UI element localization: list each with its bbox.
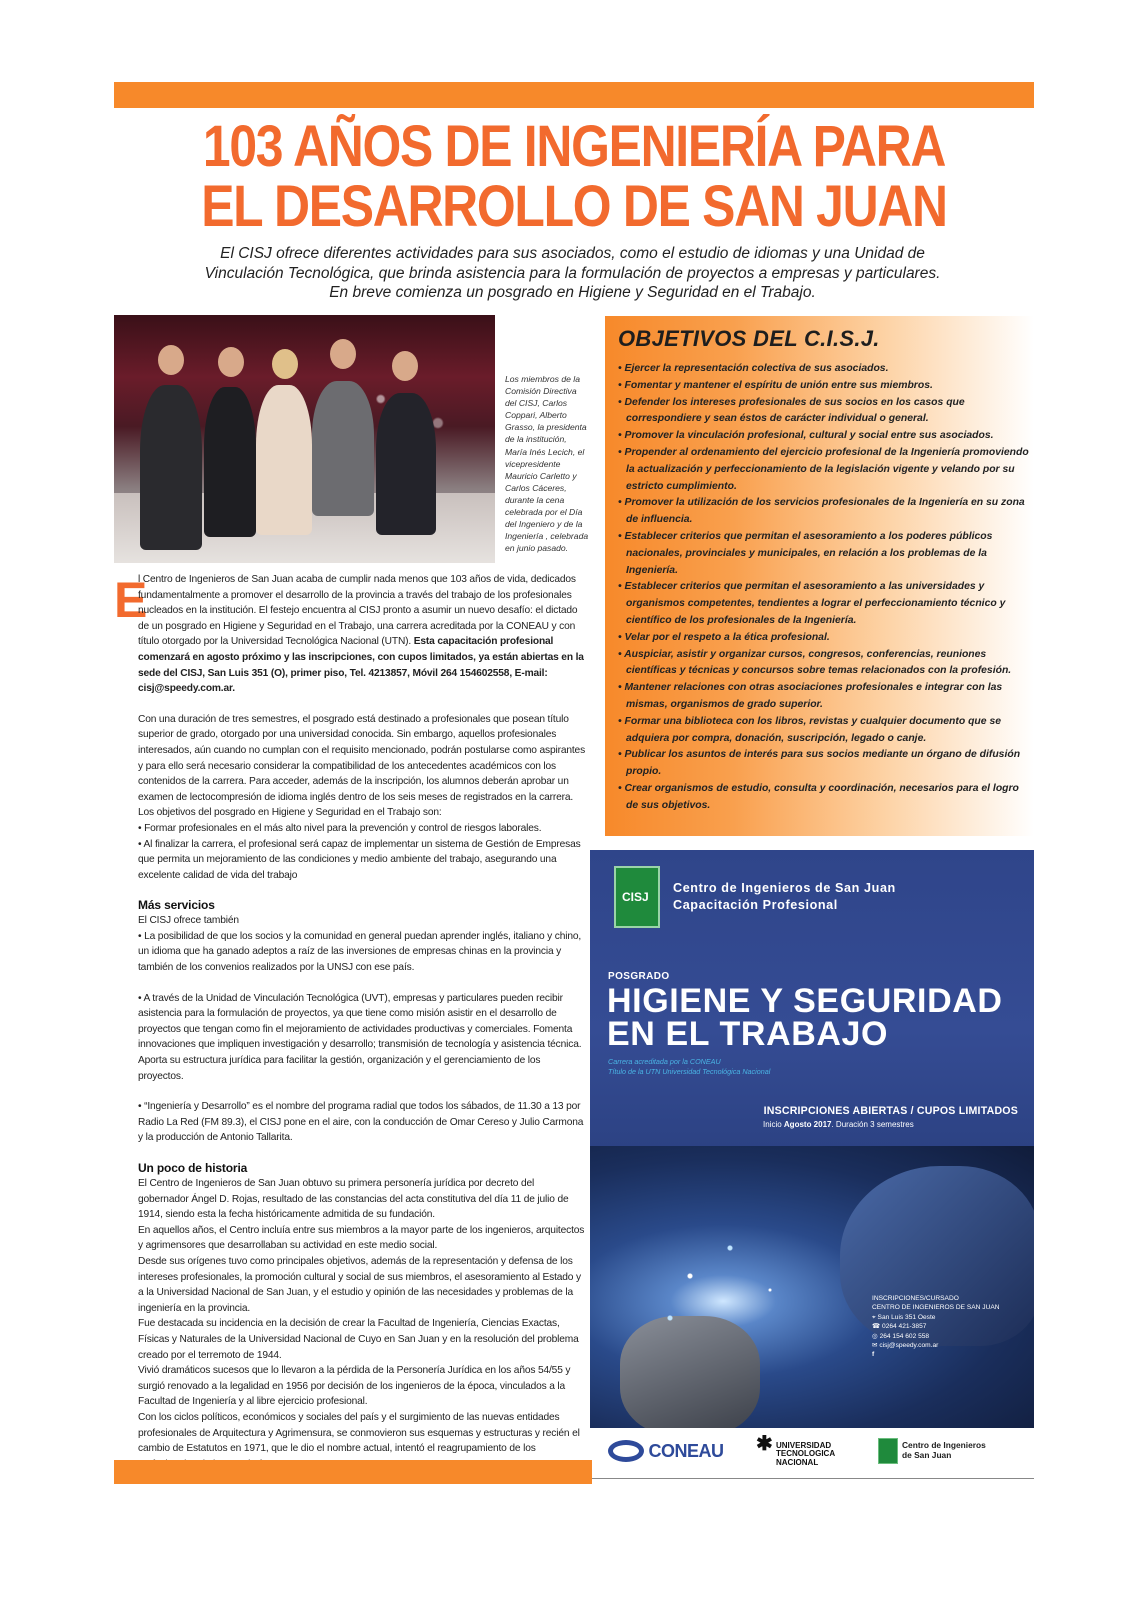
map-pin-icon: ⌖ <box>872 1313 878 1321</box>
ad-course-title <box>607 982 1003 1053</box>
objective-item: • Establecer criterios que permitan el asesoramiento a los poderes públicos nacionales, provinciales y municipales, en relación a los problemas de la Ingeniería. <box>618 529 1030 579</box>
objective-item: • Defender los intereses profesionales de sus socios en los casos que correspondiere y sean éstos de carácter individual o general. <box>618 395 1030 429</box>
paragraph: • Formar profesionales en el más alto nivel para la prevención y control de riesgos laborales. <box>138 822 542 834</box>
paragraph: En aquellos años, el Centro incluía entre sus miembros a la mayor parte de los ingenieros, arquitectos y agrimensores que desarrollaban su actividad en este medio social. <box>138 1224 585 1252</box>
ad-title-line-2: EN EL TRABAJO <box>607 1015 889 1053</box>
paragraph: Fue destacada su incidencia en la decisión de crear la Facultad de Ingeniería, Ciencias Exactas, Físicas y Naturales de la Universidad Nacional de Cuyo en San Juan y en la resolución del problema creado por el terremoto de 1944. <box>138 1318 579 1361</box>
bottom-orange-bar <box>114 1460 592 1484</box>
event-photo <box>114 315 495 563</box>
headline-line-2: EL DESARROLLO DE SAN JUAN <box>201 174 947 239</box>
contact-email: cisj@speedy.com.ar <box>879 1342 939 1350</box>
objective-item: • Establecer criterios que permitan el asesoramiento a las universidades y organismos competentes, tendientes a lograr el perfeccionamiento técnico y científico de los profesionales de la Ingeniería. <box>618 579 1030 629</box>
deck-subtitle: El CISJ ofrece diferentes actividades para sus asociados, como el estudio de idiomas y una Unidad de Vinculación Tecnológica, que brinda asistencia para la formulación de proyectos a empresas y particulares. En breve comienza un posgrado en Higiene y Seguridad en el Trabajo. <box>204 245 941 301</box>
objectives-list <box>618 361 1030 815</box>
objective-item: • Ejercer la representación colectiva de sus asociados. <box>618 361 1030 378</box>
ad-org-line-2: Capacitación Profesional <box>673 898 838 912</box>
paragraph: El CISJ ofrece también <box>138 915 239 927</box>
objective-item: • Fomentar y mantener el espíritu de unión entre sus miembros. <box>618 378 1030 395</box>
cisj-logo-text: CISJ <box>622 890 649 904</box>
coneau-wordmark: CONEAU <box>648 1440 724 1461</box>
posgrado-advertisement <box>590 850 1034 1428</box>
contact-line: INSCRIPCIONES/CURSADO <box>872 1295 959 1302</box>
objective-item: • Formar una biblioteca con los libros, revistas y cualquier documento que se adquiera por compra, donación, suscripción, legado o canje. <box>618 714 1030 748</box>
paragraph: Con una duración de tres semestres, el posgrado está destinado a profesionales que posean título superior de grado, otorgado por una universidad conocida. Sin embargo, aquellos profesionales interesados, aún cuando no cumplan con el requisito mencionado, podrán postularse como aspirantes y para ello será necesario considerar la compatibilidad de los antecedentes académicos con los contenidos de la carrera. Para acceder, además de la inscripción, los alumnos deberán aprobar un examen de lectocompresión de idioma inglés dentro de los seis meses de registrados en la carrera. <box>138 713 586 803</box>
objective-item: • Velar por el respeto a la ética profesional. <box>618 630 1030 647</box>
ad-inicio-post: . Duración 3 semestres <box>831 1120 914 1129</box>
contact-line-email <box>872 1341 1000 1350</box>
facebook-glyph: f <box>872 1351 875 1359</box>
lead-text: l Centro de Ingenieros de San Juan acaba de cumplir nada menos que 103 años de vida, dedicados fundamentalmente a promover el desarrollo de la provincia a través del trabajo de los profesionales nucleados en la institución. El festejo encuentra al CISJ pronto a asumir un nuevo desafío: el dictado de un posgrado en Higiene y Seguridad en el Trabajo, una carrera acreditada por la CONEAU y con título otorgado por la Universidad Tecnológica Nacional (UTN). <box>138 574 578 648</box>
utn-star-icon: ✱ <box>756 1433 773 1455</box>
cisj-logo-line: de San Juan <box>902 1450 952 1460</box>
objective-item: • Auspiciar, asistir y organizar cursos, congresos, conferencias, reuniones científicas y técnicas y concursos sobre temas relacionados con la profesión. <box>618 647 1030 681</box>
welder-photo <box>590 1146 1034 1428</box>
contact-phone: 0264 421-3857 <box>882 1323 927 1331</box>
utn-line: UNIVERSIDAD <box>776 1441 832 1450</box>
utn-logo <box>756 1433 836 1467</box>
paragraph: Desde sus orígenes tuvo como principales objetivos, además de la representación y defensa de los intereses profesionales, la promoción cultural y social de sus miembros, el asesoramiento al Estado y a la Universidad Nacional de San Juan, y el estudio y opinión de las necesidades y problemas de la ingeniería en la provincia. <box>138 1255 581 1314</box>
paragraph: El Centro de Ingenieros de San Juan obtuvo su primera personería jurídica por decreto del gobernador Ángel D. Rojas, resultado de las constancias del acta constitutiva del día 11 de julio de 1914, siendo esta la fecha históricamente admitida de su fundación. <box>138 1178 569 1221</box>
ad-posgrado-label: POSGRADO <box>608 971 670 982</box>
drop-cap: E <box>114 572 148 628</box>
cisj-logo-line: Centro de Ingenieros <box>902 1440 986 1450</box>
paragraph: Con los ciclos políticos, económicos y sociales del país y el surgimiento de las nuevas entidades profesionales de Arquitectura y Agrimensura, se conmovieron sus esquemas y estructuras y recién el cambio de Estatutos en 1971, que le dio el nombre actual, intentó el reagrupamiento de los <box>138 1411 580 1455</box>
cisj-logo <box>614 866 660 928</box>
ad-start-date <box>763 1120 914 1129</box>
ad-accreditation <box>608 1057 770 1076</box>
welding-sparks <box>630 1206 830 1346</box>
objective-item: • Promover la utilización de los servicios profesionales de la Ingeniería en su zona de influencia. <box>618 495 1030 529</box>
ad-accr-line-2: Título de la UTN Universidad Tecnológica Nacional <box>608 1066 771 1076</box>
objective-item: • Crear organismos de estudio, consulta y coordinación, necesarios para el logro de sus objetivos. <box>618 781 1030 815</box>
contact-mobile: 264 154 602 558 <box>879 1332 930 1340</box>
phone-icon: ☎ <box>872 1323 883 1331</box>
utn-line: TECNOLOGICA <box>776 1449 836 1459</box>
subhead-mas-servicios: Más servicios <box>138 898 215 913</box>
ad-inicio-pre: Inicio <box>763 1120 784 1129</box>
ad-organization <box>673 880 896 914</box>
article-body <box>138 572 586 1472</box>
paragraph: Vivió dramáticos sucesos que lo llevaron a la pérdida de la Personería Jurídica en los años 54/55 y surgió renovado a la legalidad en 1956 por decisión de los ingenieros de la época, vinculados a la Facultad de Ingeniería y al libre ejercicio profesional. <box>138 1365 571 1408</box>
paragraph: Los objetivos del posgrado en Higiene y Seguridad en el Trabajo son: <box>138 807 442 819</box>
ad-inicio-bold: Agosto 2017 <box>783 1120 832 1129</box>
paragraph: • A través de la Unidad de Vinculación Tecnológica (UVT), empresas y particulares pueden recibir asistencia para la formulación de proyectos, ya que tiene como misión asistir en el desarrollo de proyectos que tengan como fin el mejoramiento de actividades productivas y comerciales. Fomenta innovaciones que impliquen investigación y desarrollo; transmisión de tecnología y asistencia técnica. Aporta su estructura jurídica para facilitar la gestión, organización y el gerenciamiento de los proyectos. <box>138 992 582 1082</box>
paragraph: • “Ingeniería y Desarrollo” es el nombre del programa radial que todos los sábados, de 11.30 a 13 por Radio La Red (FM 89.3), el CISJ pone en el aire, con la conducción de Omar Cereso y Julio Carmona y la producción de Antonio Tallarita. <box>138 1101 584 1144</box>
objective-item: • Mantener relaciones con otras asociaciones profesionales e integrar con las mismas, organismos de grado superior. <box>618 680 1030 714</box>
cisj-mini-logo-icon <box>878 1438 898 1464</box>
ad-org-line-1: Centro de Ingenieros de San Juan <box>673 881 896 895</box>
contact-line-phone <box>872 1322 1000 1331</box>
ad-contact-info <box>872 1294 1000 1360</box>
lead-paragraph <box>138 572 586 697</box>
ad-accr-line-1: Carrera acreditada por la CONEAU <box>608 1057 721 1066</box>
paragraph: • Al finalizar la carrera, el profesional será capaz de implementar un sistema de Gestión de Empresas que permita un mejoramiento de las condiciones y medio ambiente del trabajo, asegurando una excelente calidad de vida del trabajo <box>138 838 581 881</box>
contact-line: CENTRO DE INGENIEROS DE SAN JUAN <box>872 1304 1000 1312</box>
whatsapp-icon: ◎ <box>872 1332 880 1340</box>
sponsor-logos <box>592 1433 1032 1476</box>
coneau-mark-icon <box>608 1440 644 1462</box>
paragraph: • La posibilidad de que los socios y la comunidad en general puedan aprender inglés, italiano y chino, un idioma que ha ganado adeptos a raíz de las inversiones de empresas chinas en la provincia y también de los convenios realizados por la UNSJ con ese país. <box>138 930 582 974</box>
cisj-footer-logo <box>902 1440 986 1460</box>
facebook-icon <box>872 1350 1000 1359</box>
mail-icon: ✉ <box>872 1342 880 1350</box>
contact-line-address <box>872 1313 1000 1322</box>
lead-bold-text: Esta capacitación profesional comenzará en agosto próximo y las inscripciones, con cupos limitados, ya están abiertas en la sede del CISJ, San Luis 351 (O), primer piso, Tel. 4213857, Móvil 264 154602558, E-mail: cisj@speedy.com.ar. <box>138 636 584 695</box>
objective-item: • Promover la vinculación profesional, cultural y social entre sus asociados. <box>618 428 1030 445</box>
objectives-title: OBJETIVOS DEL C.I.S.J. <box>618 326 880 351</box>
contact-line-mobile <box>872 1332 1000 1341</box>
top-orange-bar <box>114 82 1034 108</box>
headline-line-1: 103 AÑOS DE INGENIERÍA PARA <box>202 114 946 179</box>
subhead-historia: Un poco de historia <box>138 1161 248 1175</box>
objective-item: • Publicar los asuntos de interés para sus socios mediante un órgano de difusión propio. <box>618 747 1030 781</box>
ad-title-line-1: HIGIENE Y SEGURIDAD <box>607 982 1003 1020</box>
photo-caption: Los miembros de la Comisión Directiva del CISJ, Carlos Coppari, Alberto Grasso, la presidenta de la institución, María Inés Lecich, el vicepresidente Mauricio Carletto y Carlos Cáceres, durante la cena celebrada por el Día del Ingeniero y de la Ingeniería , celebrada en junio pasado. <box>505 374 589 554</box>
headline <box>178 114 969 239</box>
logos-divider <box>592 1478 1034 1479</box>
utn-line: NACIONAL <box>776 1457 819 1467</box>
ad-inscripciones: INSCRIPCIONES ABIERTAS / CUPOS LIMITADOS <box>763 1105 1018 1117</box>
objective-item: • Propender al ordenamiento del ejercicio profesional de la Ingeniería promoviendo la actualización y perfeccionamiento de la legislación vigente y velando por su estricto cumplimiento. <box>618 445 1030 495</box>
contact-address: San Luis 351 Oeste <box>877 1313 936 1321</box>
coneau-logo <box>608 1440 723 1462</box>
